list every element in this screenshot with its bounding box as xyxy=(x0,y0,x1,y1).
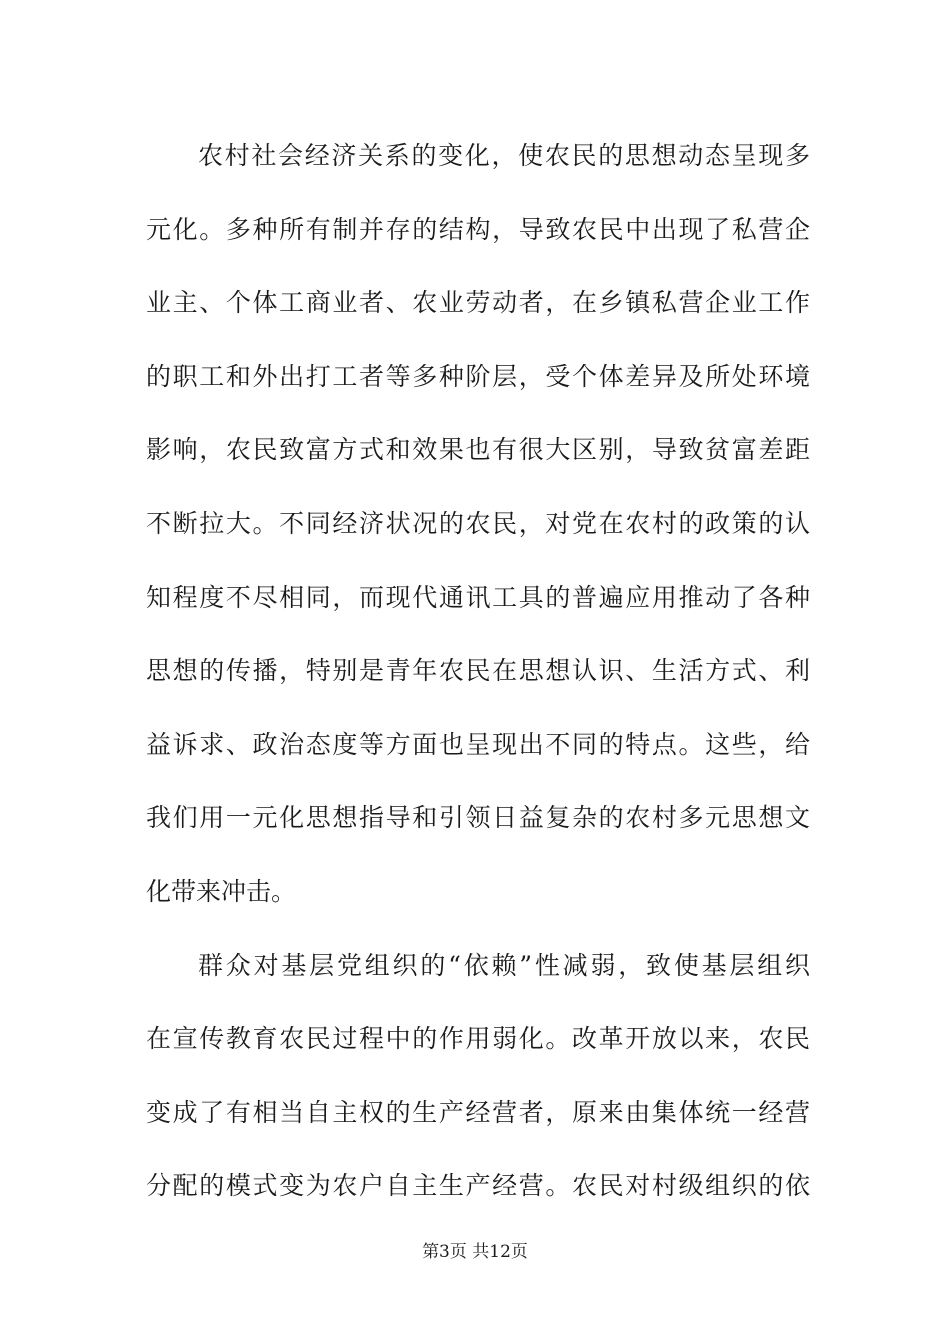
paragraph-2-line-1: 群众对基层党组织的“依赖”性减弱，致使基层组织 xyxy=(198,950,810,980)
paragraph-1-line-10: 我们用一元化思想指导和引领日益复杂的农村多元思想文 xyxy=(146,803,810,833)
paragraph-1-line-4: 的职工和外出打工者等多种阶层，受个体差异及所处环境 xyxy=(146,361,810,391)
page-footer xyxy=(0,1240,950,1264)
page-number-label: 第3页 共12页 xyxy=(422,1242,528,1262)
paragraph-1-line-6: 不断拉大。不同经济状况的农民，对党在农村的政策的认 xyxy=(146,508,810,538)
paragraph-1-line-2: 元化。多种所有制并存的结构，导致农民中出现了私营企 xyxy=(146,214,810,244)
paragraph-1-line-3: 业主、个体工商业者、农业劳动者，在乡镇私营企业工作 xyxy=(146,288,810,318)
paragraph-1-line-7: 知程度不尽相同，而现代通讯工具的普遍应用推动了各种 xyxy=(146,582,810,612)
paragraph-1-line-11: 化带来冲击。 xyxy=(146,876,297,906)
document-body xyxy=(146,128,810,1232)
paragraph-1-line-9: 益诉求、政治态度等方面也呈现出不同的特点。这些，给 xyxy=(146,729,810,759)
paragraph-1-line-1: 农村社会经济关系的变化，使农民的思想动态呈现多 xyxy=(198,141,810,170)
paragraph-2-line-3: 变成了有相当自主权的生产经营者，原来由集体统一经营 xyxy=(146,1097,810,1127)
paragraph-1-line-8: 思想的传播，特别是青年农民在思想认识、生活方式、利 xyxy=(146,656,810,686)
paragraph-2-line-2: 在宣传教育农民过程中的作用弱化。改革开放以来，农民 xyxy=(146,1024,810,1054)
paragraph-2-line-4: 分配的模式变为农户自主生产经营。农民对村级组织的依 xyxy=(146,1171,810,1201)
paragraph-1-line-5: 影响，农民致富方式和效果也有很大区别，导致贫富差距 xyxy=(146,435,810,465)
